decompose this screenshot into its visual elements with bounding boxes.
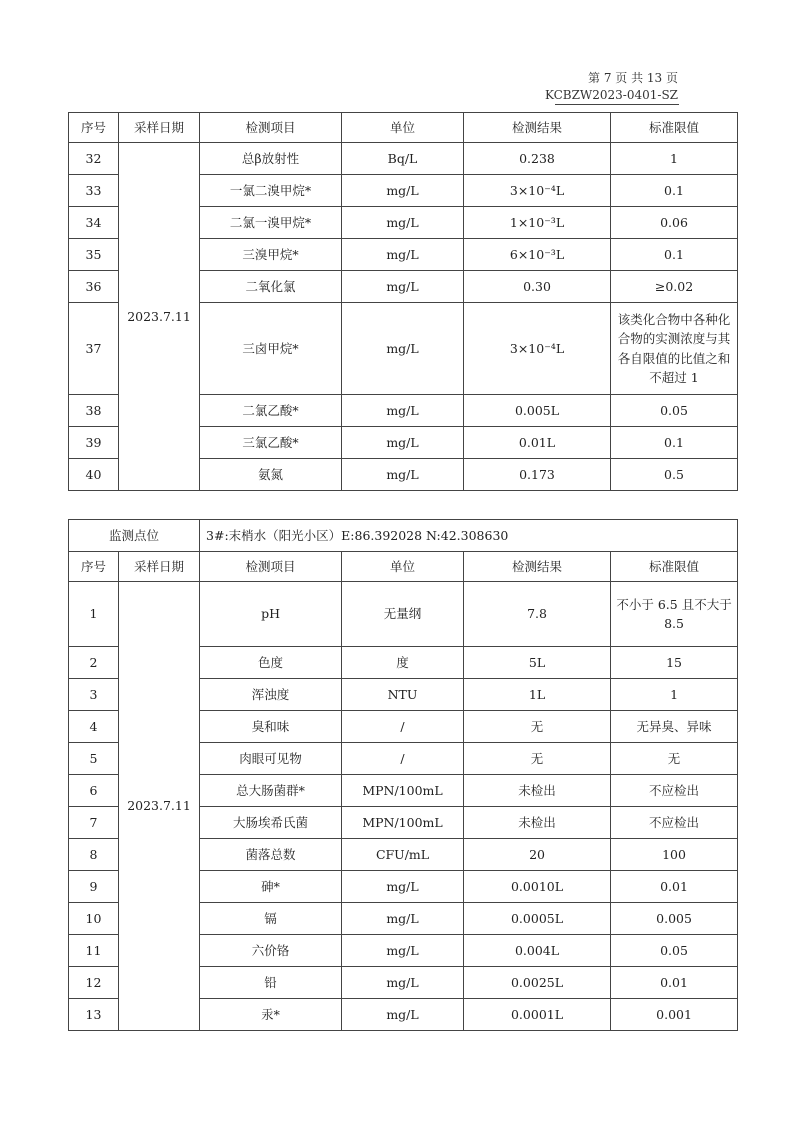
cell-limit: 0.05 (611, 395, 738, 427)
cell-unit: mg/L (342, 207, 464, 239)
site-value: 3#:末梢水（阳光小区）E:86.392028 N:42.308630 (200, 520, 738, 552)
cell-unit: mg/L (342, 175, 464, 207)
col-header-result: 检测结果 (464, 113, 611, 143)
cell-limit: 1 (611, 679, 738, 711)
cell-no: 3 (69, 679, 119, 711)
cell-item: 总β放射性 (200, 143, 342, 175)
cell-no: 40 (69, 459, 119, 491)
cell-item: 二氯乙酸* (200, 395, 342, 427)
cell-item: 色度 (200, 647, 342, 679)
col-header-result: 检测结果 (464, 552, 611, 582)
cell-result: 0.0025L (464, 967, 611, 999)
cell-unit: CFU/mL (342, 839, 464, 871)
cell-no: 11 (69, 935, 119, 967)
header-rule (555, 104, 679, 105)
cell-result: 1L (464, 679, 611, 711)
cell-unit: / (342, 743, 464, 775)
results-table-2 (68, 519, 738, 1031)
results-table-1 (68, 112, 738, 491)
cell-unit: MPN/100mL (342, 775, 464, 807)
cell-item: 汞* (200, 999, 342, 1031)
cell-item: 一氯二溴甲烷* (200, 175, 342, 207)
cell-limit: 无异臭、异味 (611, 711, 738, 743)
cell-limit: 不应检出 (611, 775, 738, 807)
cell-result: 0.005L (464, 395, 611, 427)
cell-item: 三溴甲烷* (200, 239, 342, 271)
cell-limit: 0.1 (611, 427, 738, 459)
cell-result: 0.0001L (464, 999, 611, 1031)
page-number: 第 7 页 共 13 页 (588, 71, 678, 85)
cell-unit: 无量纲 (342, 582, 464, 647)
cell-limit: 该类化合物中各种化合物的实测浓度与其各自限值的比值之和不超过 1 (611, 303, 738, 395)
cell-result: 0.0010L (464, 871, 611, 903)
monitoring-site-row (69, 520, 738, 552)
cell-unit: / (342, 711, 464, 743)
col-header-limit: 标准限值 (611, 552, 738, 582)
cell-unit: mg/L (342, 303, 464, 395)
cell-item: 三卤甲烷* (200, 303, 342, 395)
col-header-item: 检测项目 (200, 113, 342, 143)
cell-result: 3×10⁻⁴L (464, 303, 611, 395)
cell-limit: 1 (611, 143, 738, 175)
cell-no: 8 (69, 839, 119, 871)
col-header-no: 序号 (69, 552, 119, 582)
cell-unit: mg/L (342, 459, 464, 491)
cell-item: 总大肠菌群* (200, 775, 342, 807)
cell-item: 镉 (200, 903, 342, 935)
cell-result: 20 (464, 839, 611, 871)
cell-no: 32 (69, 143, 119, 175)
cell-limit: 0.5 (611, 459, 738, 491)
cell-unit: mg/L (342, 967, 464, 999)
site-label: 监测点位 (69, 520, 200, 552)
cell-item: 砷* (200, 871, 342, 903)
cell-item: 肉眼可见物 (200, 743, 342, 775)
table-header-row (69, 113, 738, 143)
cell-limit: 0.005 (611, 903, 738, 935)
table-row (69, 582, 738, 647)
cell-result: 未检出 (464, 775, 611, 807)
cell-unit: mg/L (342, 427, 464, 459)
cell-result: 0.004L (464, 935, 611, 967)
cell-item: 铅 (200, 967, 342, 999)
cell-result: 无 (464, 711, 611, 743)
cell-unit: 度 (342, 647, 464, 679)
col-header-unit: 单位 (342, 113, 464, 143)
cell-result: 无 (464, 743, 611, 775)
cell-unit: mg/L (342, 871, 464, 903)
cell-result: 未检出 (464, 807, 611, 839)
cell-no: 13 (69, 999, 119, 1031)
cell-limit: 无 (611, 743, 738, 775)
col-header-no: 序号 (69, 113, 119, 143)
cell-no: 4 (69, 711, 119, 743)
cell-unit: Bq/L (342, 143, 464, 175)
cell-no: 38 (69, 395, 119, 427)
table-header-row (69, 552, 738, 582)
col-header-limit: 标准限值 (611, 113, 738, 143)
cell-limit: 100 (611, 839, 738, 871)
cell-limit: ≥0.02 (611, 271, 738, 303)
col-header-date: 采样日期 (119, 113, 200, 143)
cell-item: pH (200, 582, 342, 647)
cell-sampling-date: 2023.7.11 (119, 582, 200, 1031)
cell-sampling-date: 2023.7.11 (119, 143, 200, 491)
cell-no: 5 (69, 743, 119, 775)
cell-unit: mg/L (342, 271, 464, 303)
cell-no: 1 (69, 582, 119, 647)
cell-unit: mg/L (342, 395, 464, 427)
cell-no: 34 (69, 207, 119, 239)
cell-unit: MPN/100mL (342, 807, 464, 839)
cell-result: 0.173 (464, 459, 611, 491)
cell-no: 35 (69, 239, 119, 271)
cell-unit: NTU (342, 679, 464, 711)
cell-no: 7 (69, 807, 119, 839)
cell-no: 2 (69, 647, 119, 679)
cell-unit: mg/L (342, 239, 464, 271)
cell-result: 0.30 (464, 271, 611, 303)
col-header-item: 检测项目 (200, 552, 342, 582)
cell-unit: mg/L (342, 935, 464, 967)
cell-result: 0.01L (464, 427, 611, 459)
cell-limit: 不小于 6.5 且不大于 8.5 (611, 582, 738, 647)
cell-no: 12 (69, 967, 119, 999)
cell-no: 39 (69, 427, 119, 459)
cell-result: 6×10⁻³L (464, 239, 611, 271)
cell-unit: mg/L (342, 903, 464, 935)
cell-limit: 15 (611, 647, 738, 679)
cell-item: 二氧化氯 (200, 271, 342, 303)
report-number: KCBZW2023-0401-SZ (544, 88, 678, 102)
cell-result: 3×10⁻⁴L (464, 175, 611, 207)
cell-item: 氨氮 (200, 459, 342, 491)
cell-item: 二氯一溴甲烷* (200, 207, 342, 239)
cell-result: 0.0005L (464, 903, 611, 935)
cell-limit: 不应检出 (611, 807, 738, 839)
cell-limit: 0.1 (611, 239, 738, 271)
cell-item: 大肠埃希氏菌 (200, 807, 342, 839)
cell-no: 33 (69, 175, 119, 207)
cell-limit: 0.06 (611, 207, 738, 239)
cell-result: 1×10⁻³L (464, 207, 611, 239)
cell-limit: 0.001 (611, 999, 738, 1031)
cell-item: 六价铬 (200, 935, 342, 967)
cell-no: 36 (69, 271, 119, 303)
cell-result: 0.238 (464, 143, 611, 175)
cell-result: 5L (464, 647, 611, 679)
cell-item: 菌落总数 (200, 839, 342, 871)
cell-no: 6 (69, 775, 119, 807)
cell-no: 9 (69, 871, 119, 903)
cell-item: 浑浊度 (200, 679, 342, 711)
cell-limit: 0.1 (611, 175, 738, 207)
cell-limit: 0.05 (611, 935, 738, 967)
cell-item: 三氯乙酸* (200, 427, 342, 459)
cell-no: 10 (69, 903, 119, 935)
cell-limit: 0.01 (611, 871, 738, 903)
cell-item: 臭和味 (200, 711, 342, 743)
col-header-unit: 单位 (342, 552, 464, 582)
cell-unit: mg/L (342, 999, 464, 1031)
cell-result: 7.8 (464, 582, 611, 647)
cell-limit: 0.01 (611, 967, 738, 999)
table-row (69, 143, 738, 175)
cell-no: 37 (69, 303, 119, 395)
col-header-date: 采样日期 (119, 552, 200, 582)
